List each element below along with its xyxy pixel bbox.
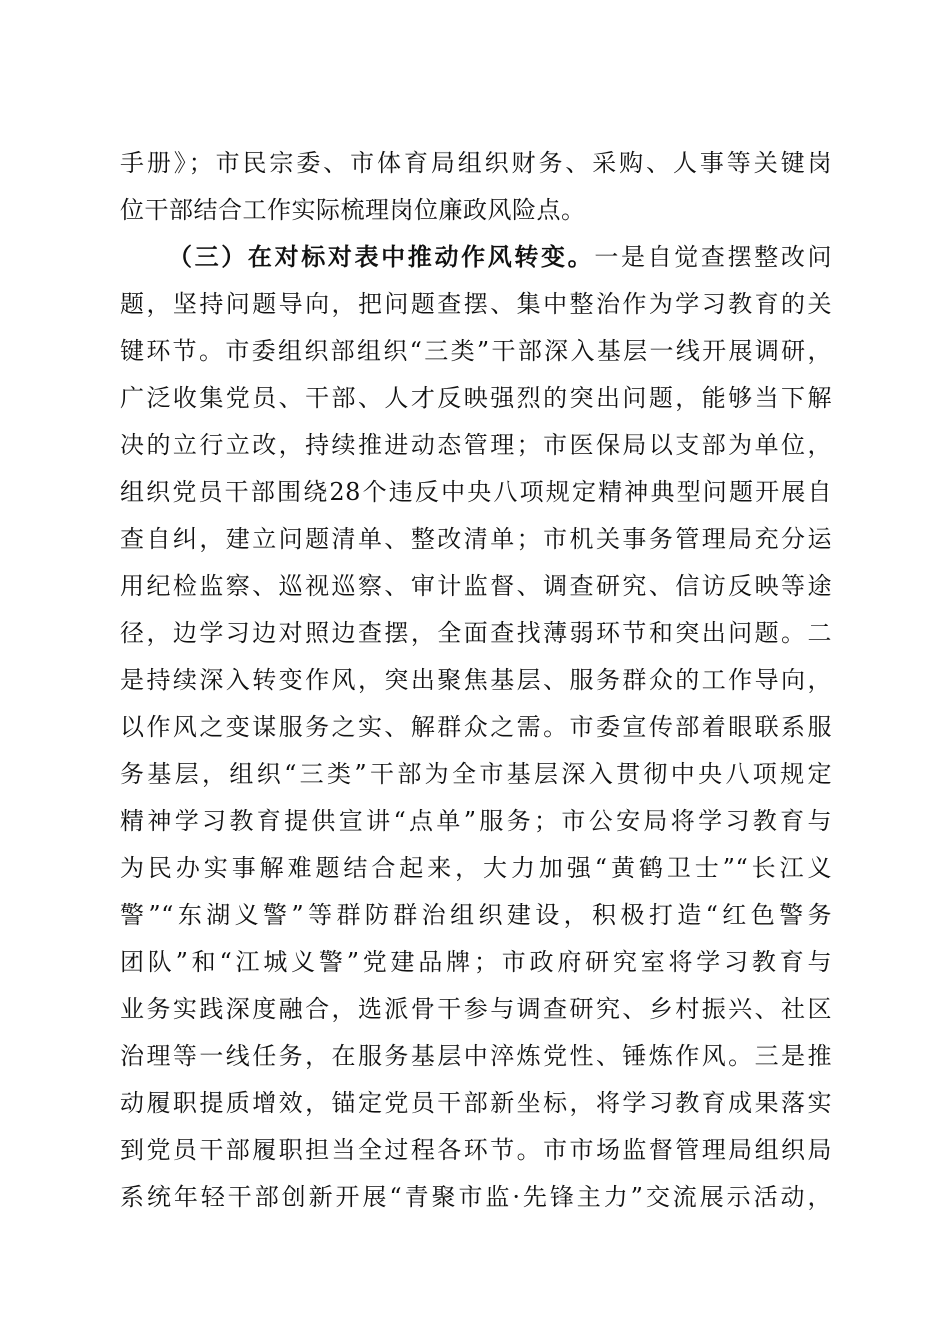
- text-line-12: 是持续深入转变作风，突出聚焦基层、服务群众的工作导向，: [120, 666, 832, 694]
- section-heading-continuation: 一是自觉查摆整改问: [594, 243, 833, 271]
- text-line-16: 为民办实事解难题结合起来，大力加强“黄鹤卫士”“长江义: [120, 854, 832, 882]
- text-line-21: 动履职提质增效，锚定党员干部新坐标，将学习教育成果落实: [120, 1089, 832, 1117]
- text-line-4: 题，坚持问题导向，把问题查摆、集中整治作为学习教育的关: [120, 290, 832, 318]
- text-line-2: 位干部结合工作实际梳理岗位廉政风险点。: [120, 196, 586, 224]
- text-line-19: 业务实践深度融合，选派骨干参与调查研究、乡村振兴、社区: [120, 995, 832, 1023]
- text-line-10: 用纪检监察、巡视巡察、审计监督、调查研究、信访反映等途: [120, 572, 832, 600]
- text-line-5: 键环节。市委组织部组织“三类”干部深入基层一线开展调研，: [120, 337, 832, 365]
- text-line-6: 广泛收集党员、干部、人才反映强烈的突出问题，能够当下解: [120, 384, 832, 412]
- text-line-23: 系统年轻干部创新开展“青聚市监·先锋主力”交流展示活动，: [120, 1183, 832, 1211]
- text-line-14: 务基层，组织“三类”干部为全市基层深入贯彻中央八项规定: [120, 760, 832, 788]
- text-line-3: [168, 235, 832, 279]
- text-line-15: 精神学习教育提供宣讲“点单”服务；市公安局将学习教育与: [120, 807, 832, 835]
- text-line-11: 径，边学习边对照边查摆，全面查找薄弱环节和突出问题。二: [120, 619, 832, 647]
- text-line-13: 以作风之变谋服务之实、解群众之需。市委宣传部着眼联系服: [120, 713, 832, 741]
- text-line-8: 组织党员干部围绕28个违反中央八项规定精神典型问题开展自: [120, 478, 832, 506]
- text-line-18: 团队”和“江城义警”党建品牌；市政府研究室将学习教育与: [120, 948, 832, 976]
- text-line-22: 到党员干部履职担当全过程各环节。市市场监督管理局组织局: [120, 1136, 832, 1164]
- text-line-9: 查自纠，建立问题清单、整改清单；市机关事务管理局充分运: [120, 525, 832, 553]
- text-line-1: 手册》；市民宗委、市体育局组织财务、采购、人事等关键岗: [120, 149, 832, 177]
- text-line-20: 治理等一线任务，在服务基层中淬炼党性、锤炼作风。三是推: [120, 1042, 832, 1070]
- text-line-17: 警”“东湖义警”等群防群治组织建设，积极打造“红色警务: [120, 901, 832, 929]
- section-heading: （三）在对标对表中推动作风转变。: [168, 242, 595, 271]
- text-line-7: 决的立行立改，持续推进动态管理；市医保局以支部为单位，: [120, 431, 832, 459]
